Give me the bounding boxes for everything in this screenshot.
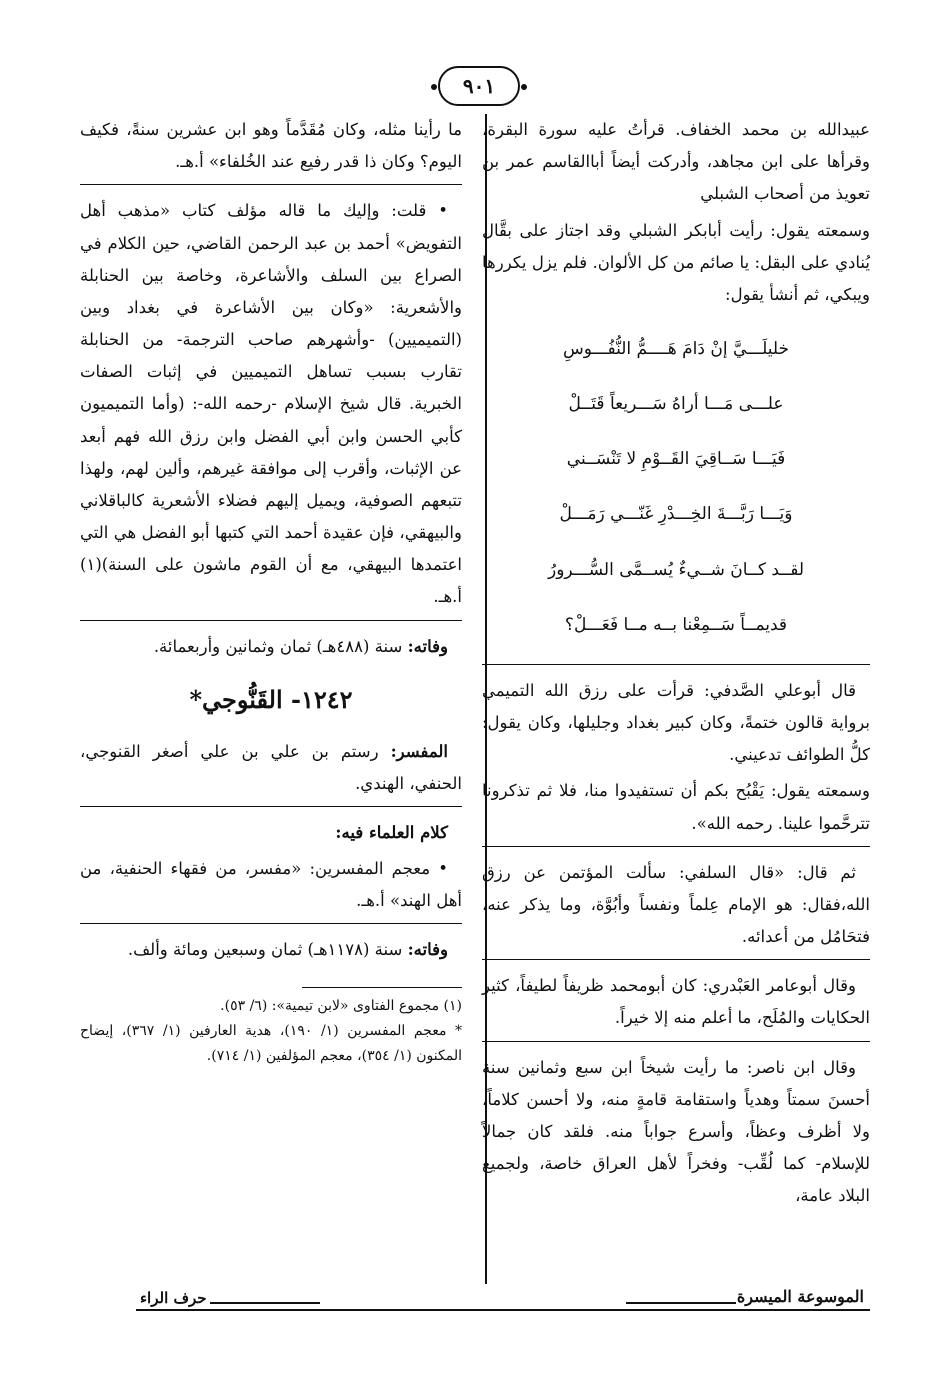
right-column: [482, 114, 870, 1216]
left-column: [80, 114, 462, 1069]
separator: [80, 620, 462, 621]
paragraph: ثم قال: «قال السلفي: سألت المؤتمن عن رزق الله،فقال: هو الإمام عِلماً ونفساً وأبُوَّة، وما يذكر عنه، فتحَامُل من أعدائه.: [482, 862, 870, 947]
poem-line: وَيَـــا رَبَّـــةَ الخِـــدْرِ غَنّـــي رَمَـــلْ: [559, 504, 793, 525]
separator: [482, 664, 870, 665]
footer-rule-segment: [210, 1302, 320, 1304]
separator: [482, 1041, 870, 1042]
footnote: * معجم المفسرين (١/ ١٩٠)، هدية العارفين (١/ ٣٦٧)، إيضاح المكنون (١/ ٣٥٤)، معجم المؤلفين (١/ ٧١٤).: [80, 1022, 462, 1064]
footer-book-title: الموسوعة الميسرة: [736, 1287, 864, 1306]
paragraph: عبيدالله بن محمد الخفاف. قرأتُ عليه سورة البقرة، وقرأها على ابن مجاهد، وأدركت أيضاً أباالقاسم عمر بن تعويذ من أصحاب الشبلي: [482, 120, 870, 204]
footnote-rule: [302, 987, 462, 988]
footer-rule: [136, 1309, 870, 1311]
scholars-label: كلام العلماء فيه:: [335, 822, 448, 842]
separator: [80, 806, 462, 807]
separator: [80, 923, 462, 924]
mufassir-line: [80, 736, 462, 800]
paragraph: ما رأينا مثله، وكان مُقَدَّماً وهو ابن عشرين سنةً، فكيف اليوم؟ وكان ذا قدر رفيع عند الخُلفاء» أ.هـ.: [80, 120, 462, 172]
poem-line: لقــد كــانَ شــيءٌ يُســمَّى السُّـــرورُ: [547, 559, 805, 580]
paragraph: وقال أبوعامر العَبْدري: كان أبومحمد ظريفاً لطيفاً، كثير الحكايات والمُلَح، ما أعلم منه إلا خيراً.: [482, 976, 870, 1028]
death-text: سنة (٤٨٨هـ) ثمان وثمانين وأربعمائة.: [153, 636, 403, 656]
paragraph: وسمعته يقول: يَقْبُح بكم أن تستفيدوا منا، فلا ثم تذكرونا تترحَّموا علينا. رحمه الله».: [482, 781, 870, 833]
footer-section: حرف الراء: [140, 1289, 207, 1307]
footnote: (١) مجموع الفتاوى «لابن تيمية»: (٦/ ٥٣).: [220, 997, 462, 1014]
scholars-text: • معجم المفسرين: «مفسر، من فقهاء الحنفية، من أهل الهند» أ.هـ.: [80, 859, 462, 911]
death-label: وفاته:: [407, 636, 448, 656]
paragraph: وقال ابن ناصر: ما رأيت شيخاً ابن سبع وثمانين سنة أحسنَ سمتاً وهدياً واستقامة قامةٍ منه، ولا أحسن كلاماً، ولا أظرف وعظاً، وأسرع جواباً منه. فلقد كان جمالاً للإسلام- كما لُقِّب- وفخراً لأهل العراق خاصة، ولجميع البلاد عامة،: [482, 1057, 870, 1206]
separator: [482, 846, 870, 847]
death-line-2: [80, 934, 462, 966]
poem-line: قديمــاً سَــمِعْنا بــه مــا فَعَـــلْ؟: [564, 614, 788, 635]
paragraph: • قلت: وإليك ما قاله مؤلف كتاب «مذهب أهل التفويض» أحمد بن عبد الرحمن القاضي، حين الكلام في الصراع بين السلف والأشاعرة، وخاصة بين الحنابلة والأشعرية: «وكان بين الأشاعرة في بغداد وبين (التميميين) -وأشهرهم صاحب الترجمة- من الحنابلة تقارب بسبب تساهل التميميين في إثبات الصفات الخبرية. قال شيخ الإسلام -رحمه الله-: (وأما التميميون كأبي الحسن وابن أبي الفضل وابن رزق الله فهم أبعد عن الإثبات، وأقرب إلى موافقة غيرهم، وألين لهم، ولهذا تتبعهم الصوفية، ويميل إليهم فضلاء الأشعرية كالباقلاني والبيهقي، فإن عقيدة أحمد التي كتبها أبو الفضل هي التي اعتمدها البيهقي، مع أن القوم ماشون على السنة)(١) أ.هـ.: [80, 201, 462, 607]
death2-text: سنة (١١٧٨هـ) ثمان وسبعين ومائة وألف.: [127, 940, 403, 960]
death-line: [80, 631, 462, 663]
poem-line: خليلَـــيَّ إنْ دَامَ هَــــمُّ النُّفُـــوسِ: [563, 339, 789, 360]
poem-line: علـــى مَـــا أراهُ سَـــريعاً قَتَــلْ: [568, 394, 784, 415]
page-number: ٩٠١: [438, 66, 520, 106]
entry-title: ١٢٤٢- القَنُّوجي*: [189, 684, 353, 714]
poem-line: فَيَـــا سَــاقِيَ القَــوْمِ لا تَنْسَــني: [566, 449, 786, 470]
separator: [80, 184, 462, 185]
separator: [482, 959, 870, 960]
mufassir-text: رستم بن علي بن علي أصغر القنوجي، الحنفي، الهندي.: [80, 741, 462, 793]
death2-label: وفاته:: [407, 940, 448, 960]
footer-rule-segment: [626, 1302, 736, 1304]
mufassir-label: المفسر:: [390, 741, 448, 761]
paragraph: وسمعته يقول: رأيت أبابكر الشبلي وقد اجتاز على بقَّال يُنادي على البقل: يا صائم من كل الألوان. فلم يزل يكررها ويبكي، ثم أنشأ يقول:: [482, 220, 870, 304]
paragraph: قال أبوعلي الصَّدفي: قرأت على رزق الله التميمي برواية قالون ختمةً، وكان كبير بغداد وجليلها، وكان يقول: كلُّ الطوائف تدعيني.: [482, 680, 870, 765]
